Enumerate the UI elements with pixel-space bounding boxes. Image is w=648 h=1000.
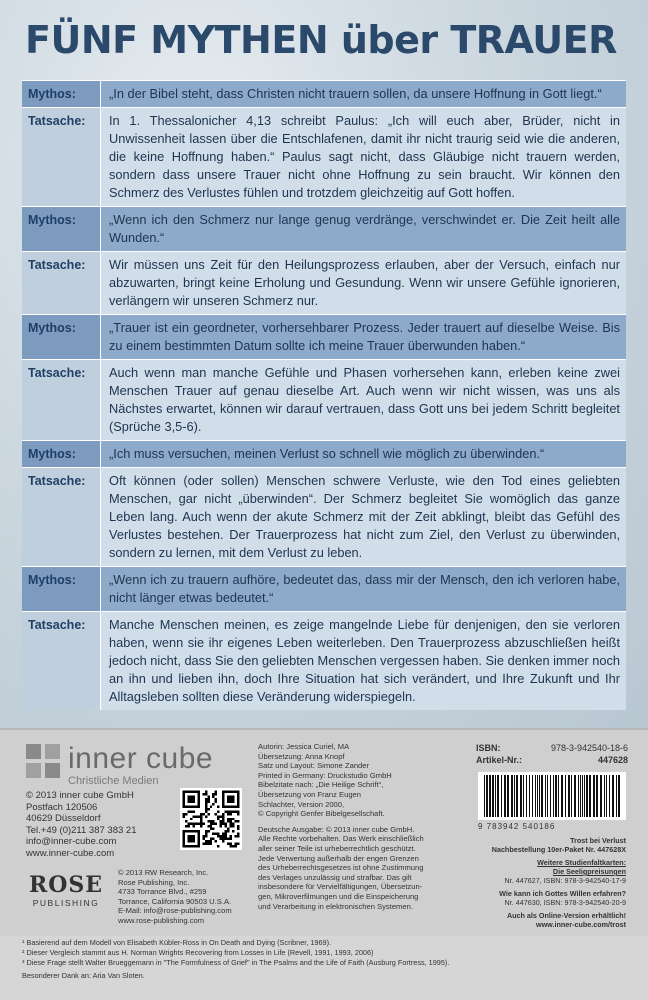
website-link[interactable]: www.inner-cube.com (26, 847, 115, 859)
fact-text: Wir müssen uns Zeit für den Heilungsprozess erlauben, aber der Versuch, einfach nur abzuwarten, bringt keine Erholung und Gesundung. Wenn wir unsere Gefühle ignorieren, verlängern wir unseren Schmerz nur. (100, 252, 626, 314)
address-line: Rose Publishing, Inc. (118, 877, 190, 887)
qr-code-icon[interactable] (180, 788, 242, 850)
inner-cube-logo (26, 744, 213, 787)
online-note: Auch als Online-Version erhältlich! (506, 911, 626, 920)
rose-logo-sub: PUBLISHING (32, 898, 100, 908)
barcode-icon (478, 772, 626, 820)
credit-line: © Copyright Genfer Bibelgesellschaft. (258, 809, 385, 819)
rose-logo-text: ROSE (28, 872, 104, 898)
copyright-line: insbesondere für Vervielfältigungen, Übersetzun- (258, 882, 423, 892)
myth-row (22, 440, 626, 467)
article-label: Artikel-Nr.: (476, 755, 523, 765)
credit-line: Übersetzung von Franz Eugen (258, 789, 361, 799)
card-number: Nr. 447630, ISBN: 978-3-942540-20-9 (504, 898, 626, 907)
rose-publishing-logo (26, 872, 106, 908)
fact-label: Tatsache: (22, 468, 100, 566)
email-link[interactable]: info@inner-cube.com (26, 836, 117, 847)
copyright-line: Alle Rechte vorbehalten. Das Werk einschließlich (258, 834, 424, 844)
fact-label: Tatsache: (22, 252, 100, 314)
credit-line: Printed in Germany: Druckstudio GmbH (258, 770, 392, 780)
copyright-line: des Verlages unzulässig und strafbar. Das gilt (258, 872, 412, 882)
copyright-line: Deutsche Ausgabe: © 2013 inner cube GmbH. (258, 824, 415, 834)
myth-label: Mythos: (22, 81, 100, 107)
myth-label: Mythos: (22, 567, 100, 611)
address-line: Tel.+49 (0)211 387 383 21 (26, 824, 137, 836)
address-line: © 2013 inner cube GmbH (26, 790, 134, 801)
fact-label: Tatsache: (22, 360, 100, 440)
credit-line: Schlachter, Version 2000, (258, 799, 345, 809)
footnote: ¹ Basierend auf dem Modell von Elisabeth Kübler-Ross in On Death and Dying (Scribner, 1969). (22, 938, 332, 947)
brand-name: inner cube (68, 742, 214, 775)
address-line: Torrance, California 90503 U.S.A. (118, 896, 232, 906)
fact-text: In 1. Thessalonicher 4,13 schreibt Paulus: „Ich will euch aber, Brüder, nicht in Unwissenheit lassen über die Entschlafenen, damit ihr nicht traurig seid wie die anderen, die keine Hoffnung haben.“ Paulus sagt nicht, dass Gläubige nicht trauern werden, sondern dass unsere Trauer nicht ohne Hoffnung zu sein braucht. Wir können den Schmerz des Verlustes fühlen und trotzdem gleichzeitig auf Gott hoffen. (100, 108, 626, 206)
isbn-label: ISBN: (476, 743, 501, 753)
order-info (440, 836, 626, 929)
fact-text: Auch wenn man manche Gefühle und Phasen vorhersehen kann, erleben keine zwei Menschen Trauer auf genau dieselbe Art. Auch wenn wir nicht wissen, was uns als Nächstes erwartet, können wir darauf vertrauen, dass Gott uns bei jedem Schritt begleitet (Sprüche 3,5-6). (100, 360, 626, 440)
myth-row (22, 314, 626, 359)
footnote: ³ Diese Frage stellt Walter Brueggemann in "The Formfulness of Grief" in The Psalms and the Life of Faith (Ausburg Fortress, 1995). (22, 958, 450, 967)
footnote: ² Dieser Vergleich stammt aus H. Norman Wrights Recovering from Losses in Life (Revell, 1991, 1993, 2006) (22, 948, 374, 957)
credit-line: Bibelzitate nach: „Die Heilige Schrift“, (258, 780, 384, 790)
cube-icon (26, 744, 60, 778)
fact-row (22, 251, 626, 314)
myths-table (22, 80, 626, 710)
myth-text: „Wenn ich den Schmerz nur lange genug verdränge, verschwindet er. Die Zeit heilt alle Wunden.“ (100, 207, 626, 251)
card-title: Die Seeligpreisungen (552, 867, 626, 876)
publisher-address (26, 790, 136, 859)
isbn-block (476, 742, 628, 766)
address-line: © 2013 RW Research, Inc. (118, 868, 209, 877)
credit-line: Satz und Layout: Simone Zander (258, 761, 370, 771)
credit-line: Autorin: Jessica Curiel, MA (258, 742, 350, 751)
address-line: Postfach 120506 (26, 801, 98, 813)
myth-text: „Ich muss versuchen, meinen Verlust so schnell wie möglich zu überwinden.“ (100, 441, 626, 467)
card-title: Wie kann ich Gottes Willen erfahren? (499, 889, 626, 898)
copyright-line: Jede Verwertung außerhalb der engen Grenzen (258, 853, 419, 863)
footnotes (22, 938, 449, 981)
copyright-line: des Urheberrechtsgesetzes ist ohne Zustimmung (258, 863, 424, 873)
rose-address (118, 868, 232, 925)
myth-text: „Wenn ich zu trauern aufhöre, bedeutet das, dass mir der Mensch, den ich verloren habe, nicht länger etwas bedeutet.“ (100, 567, 626, 611)
more-cards-heading: Weitere Studienfaltkarten: (537, 858, 626, 867)
fact-row (22, 611, 626, 710)
reorder-info: Nachbestellung 10er-Paket Nr. 447628X (491, 845, 626, 854)
copyright-line: gen, Mikroverfilmungen und die Einspeicherung (258, 891, 419, 901)
copyright-line: und Verarbeitung in elektronischen Systemen. (258, 901, 413, 911)
card-number: Nr. 447627, ISBN: 978-3-942540-17-9 (504, 876, 626, 885)
fact-row (22, 107, 626, 206)
myth-label: Mythos: (22, 207, 100, 251)
fact-text: Manche Menschen meinen, es zeige mangelnde Liebe für denjenigen, den sie verloren haben, wenn sie ihr eigenes Leben weiterleben. Den Trauerprozess abzuschließen heißt jedoch nicht, dass Sie den geliebten Menschen vergessen haben. Sie denken immer noch an ihn und lieben ihn, doch Ihre Situation hat sich verändert, und Ihre Zukunft und Ihr Alltagsleben sollten diese Veränderung widerspiegeln. (100, 612, 626, 710)
page-title: FÜNF MYTHEN über TRAUER (25, 18, 617, 62)
website-link[interactable]: www.rose-publishing.com (118, 915, 205, 925)
address-line: 4733 Torrance Blvd., #259 (118, 887, 207, 896)
fact-label: Tatsache: (22, 612, 100, 710)
credit-line: Übersetzung: Anna Knopf (258, 751, 345, 761)
fact-label: Tatsache: (22, 108, 100, 206)
brand-subtitle: Christliche Medien (68, 775, 159, 787)
online-link[interactable]: www.inner-cube.com/trost (536, 920, 626, 929)
credits (258, 742, 470, 911)
myth-label: Mythos: (22, 441, 100, 467)
isbn-value: 978-3-942540-18-6 (550, 743, 628, 753)
email-link[interactable]: E-Mail: info@rose-publishing.com (118, 906, 232, 915)
fact-text: Oft können (oder sollen) Menschen schwere Verluste, wie den Tod eines geliebten Menschen, gar nicht „überwinden“. Der Schmerz begleitet Sie womöglich das ganze Leben lang. Auch wenn der akute Schmerz mit der Zeit abklingt, bleibt das Gefühl des Verlustes bestehen. Der Trauerprozess hat nicht zum Ziel, den Verlust zu überwinden, sondern zu lernen, mit dem Verlust zu leben. (100, 468, 626, 566)
fact-row (22, 467, 626, 566)
myth-text: „In der Bibel steht, dass Christen nicht trauern sollen, da unsere Hoffnung in Gott liegt.“ (100, 81, 626, 107)
imprint-area (0, 728, 648, 1000)
myth-label: Mythos: (22, 315, 100, 359)
myth-row (22, 80, 626, 107)
footnote: Besonderer Dank an: Aria Van Sloten. (22, 971, 145, 980)
barcode-number: 9 783942 540186 (478, 822, 556, 831)
fact-row (22, 359, 626, 440)
myth-row (22, 566, 626, 611)
myth-row (22, 206, 626, 251)
myth-text: „Trauer ist ein geordneter, vorhersehbarer Prozess. Jeder trauert auf dieselbe Weise. Bis zu einem bestimmten Datum sollte ich meine Trauer überwunden haben.“ (100, 315, 626, 359)
copyright-line: aller seiner Teile ist urheberrechtlich geschützt. (258, 843, 416, 853)
article-value: 447628 (597, 755, 628, 765)
product-name: Trost bei Verlust (570, 836, 626, 845)
address-line: 40629 Düsseldorf (26, 813, 101, 824)
